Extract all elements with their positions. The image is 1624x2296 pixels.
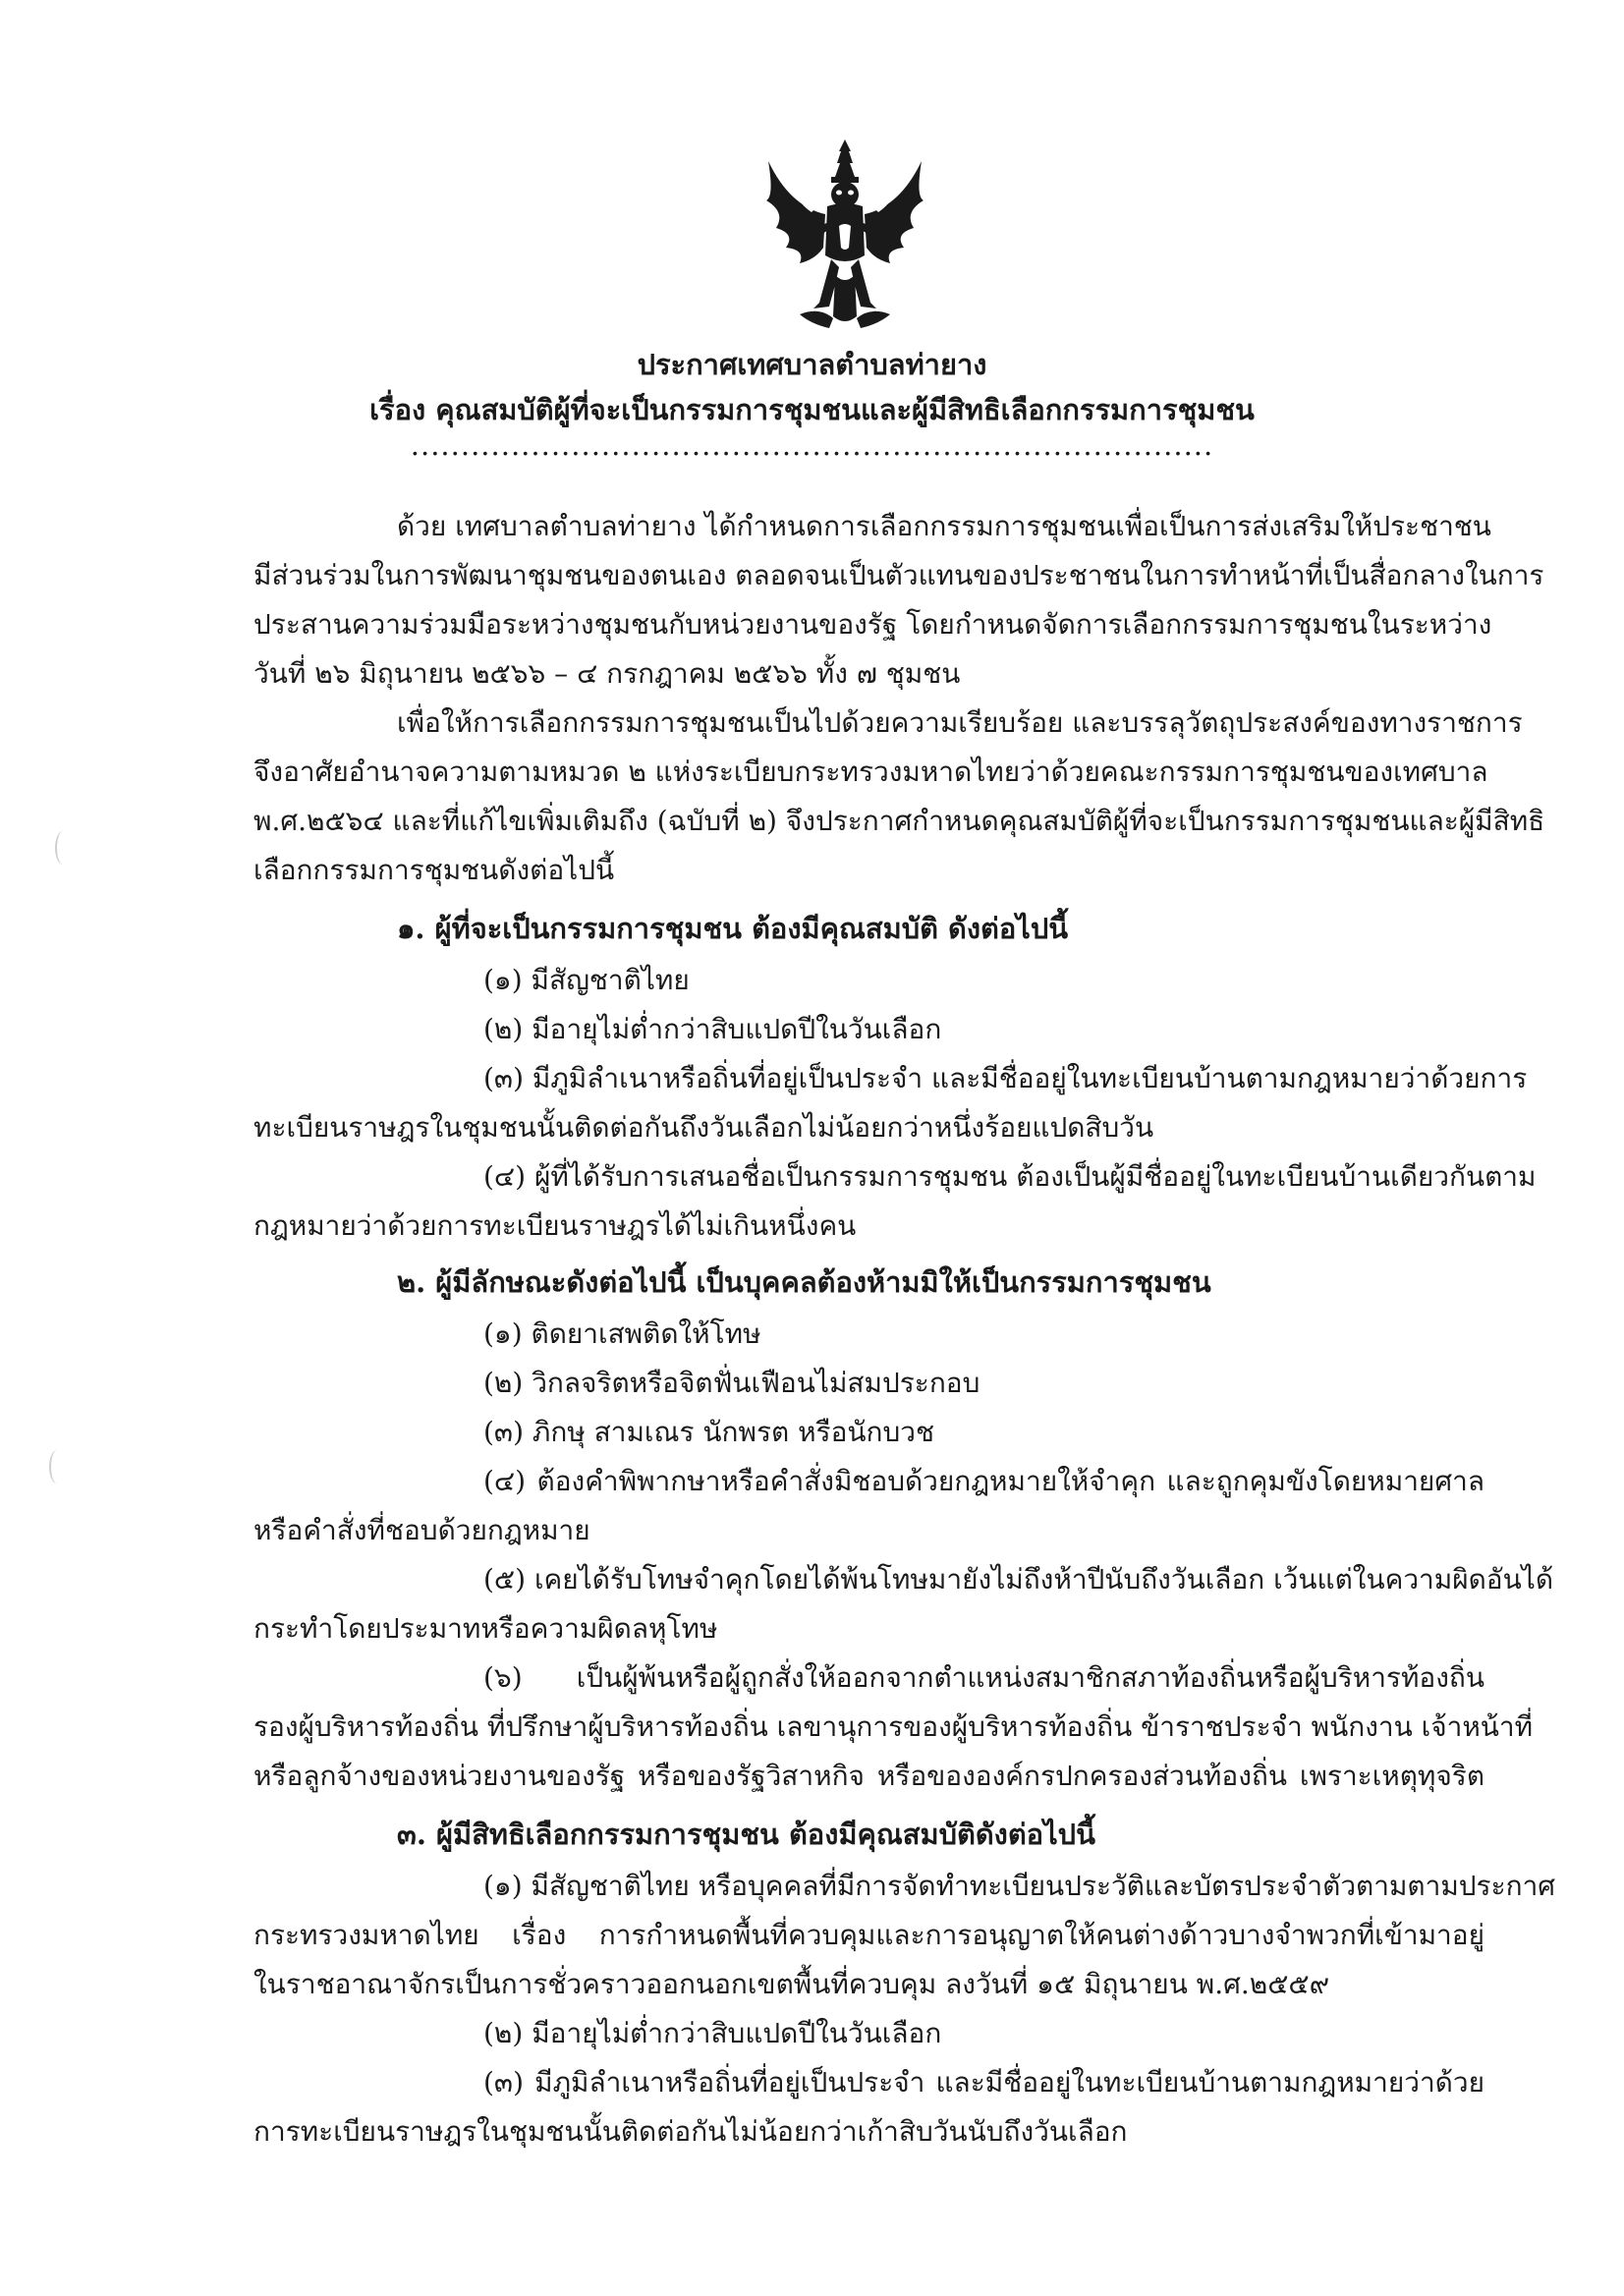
section-2-item: (๔) ต้องคำพิพากษาหรือคำสั่งมิชอบด้วยกฎหมายให้จำคุก และถูกคุมขังโดยหมายศาล — [483, 1465, 1484, 1497]
section-3-item: (๒) มีอายุไม่ต่ำกว่าสิบแปดปีในวันเลือก — [483, 2017, 942, 2049]
garuda-emblem-icon — [760, 138, 929, 330]
section-2-item: (๒) วิกลจริตหรือจิตฟั่นเฟือนไม่สมประกอบ — [483, 1367, 980, 1399]
section-1-item: (๓) มีภูมิลำเนาหรือถิ่นที่อยู่เป็นประจำ และมีชื่ออยู่ในทะเบียนบ้านตามกฎหมายว่าด้วยการ — [483, 1062, 1528, 1094]
header-dotted-rule: ................................................................................ — [410, 428, 1214, 462]
section-2-heading: ๒. ผู้มีลักษณะดังต่อไปนี้ เป็นบุคคลต้องห้ามมิให้เป็นกรรมการชุมชน — [397, 1265, 1211, 1299]
section-1-item: (๔) ผู้ที่ได้รับการเสนอชื่อเป็นกรรมการชุมชน ต้องเป็นผู้มีชื่ออยู่ในทะเบียนบ้านเดียวกันตาม — [483, 1160, 1537, 1193]
section-3-item: ในราชอาณาจักรเป็นการชั่วคราวออกนอกเขตพื้นที่ควบคุม ลงวันที่ ๑๕ มิถุนายน พ.ศ.๒๕๕๙ — [253, 1968, 1330, 2000]
intro-line: ประสานความร่วมมือระหว่างชุมชนกับหน่วยงานของรัฐ โดยกำหนดจัดการเลือกกรรมการชุมชนในระหว่าง — [253, 608, 1492, 641]
section-2-item: (๑) ติดยาเสพติดให้โทษ — [483, 1317, 761, 1350]
document-title: ประกาศเทศบาลตำบลท่ายาง — [637, 348, 987, 381]
intro-line: เลือกกรรมการชุมชนดังต่อไปนี้ — [253, 854, 615, 886]
intro-line: เพื่อให้การเลือกกรรมการชุมชนเป็นไปด้วยความเรียบร้อย และบรรลุวัตถุประสงค์ของทางราชการ — [397, 706, 1523, 739]
intro-line: พ.ศ.๒๕๖๔ และที่แก้ไขเพิ่มเติมถึง (ฉบับที่ ๒) จึงประกาศกำหนดคุณสมบัติผู้ที่จะเป็นกรรมการชุมชนและผู้มีสิทธิ — [253, 805, 1545, 837]
intro-line: ด้วย เทศบาลตำบลท่ายาง ได้กำหนดการเลือกกรรมการชุมชนเพื่อเป็นการส่งเสริมให้ประชาชน — [397, 510, 1491, 542]
intro-line: วันที่ ๒๖ มิถุนายน ๒๕๖๖ – ๔ กรกฎาคม ๒๕๖๖ ทั้ง ๗ ชุมชน — [253, 657, 961, 690]
punch-hole-mark — [55, 831, 71, 865]
section-2-item: (๕) เคยได้รับโทษจำคุกโดยได้พ้นโทษมายังไม่ถึงห้าปีนับถึงวันเลือก เว้นแต่ในความผิดอันได้ — [483, 1563, 1554, 1596]
section-2-item: รองผู้บริหารท้องถิ่น ที่ปรึกษาผู้บริหารท้องถิ่น เลขานุการของผู้บริหารท้องถิ่น ข้าราชประจำ พนักงาน เจ้าหน้าที่ — [253, 1710, 1534, 1743]
section-2-item: หรือลูกจ้างของหน่วยงานของรัฐ หรือของรัฐวิสาหกิจ หรือขององค์กรปกครองส่วนท้องถิ่น เพราะเหตุทุจริต — [253, 1760, 1484, 1792]
section-2-item: (๓) ภิกษุ สามเณร นักพรต หรือนักบวช — [483, 1416, 934, 1448]
section-2-item: หรือคำสั่งที่ชอบด้วยกฎหมาย — [253, 1514, 590, 1546]
section-2-item: (๖) เป็นผู้พ้นหรือผู้ถูกสั่งให้ออกจากตำแหน่งสมาชิกสภาท้องถิ่นหรือผู้บริหารท้องถิ่น — [483, 1661, 1484, 1694]
section-2-item: กระทำโดยประมาทหรือความผิดลหุโทษ — [253, 1612, 718, 1645]
section-3-item: การทะเบียนราษฎรในชุมชนนั้นติดต่อกันไม่น้อยกว่าเก้าสิบวันนับถึงวันเลือก — [253, 2115, 1128, 2148]
section-3-item: กระทรวงมหาดไทย เรื่อง การกำหนดพื้นที่ควบคุมและการอนุญาตให้คนต่างด้าวบางจำพวกที่เข้ามาอยู่ — [253, 1919, 1484, 1951]
document-subject: เรื่อง คุณสมบัติผู้ที่จะเป็นกรรมการชุมชนและผู้มีสิทธิเลือกกรรมการชุมชน — [369, 393, 1255, 426]
section-3-item: (๑) มีสัญชาติไทย หรือบุคคลที่มีการจัดทำทะเบียนประวัติและบัตรประจำตัวตามตามประกาศ — [483, 1870, 1556, 1902]
section-1-item: (๒) มีอายุไม่ต่ำกว่าสิบแปดปีในวันเลือก — [483, 1013, 942, 1045]
punch-hole-mark — [49, 1450, 65, 1484]
intro-line: จึงอาศัยอำนาจความตามหมวด ๒ แห่งระเบียบกระทรวงมหาดไทยว่าด้วยคณะกรรมการชุมชนของเทศบาล — [253, 756, 1488, 788]
section-3-item: (๓) มีภูมิลำเนาหรือถิ่นที่อยู่เป็นประจำ และมีชื่ออยู่ในทะเบียนบ้านตามกฎหมายว่าด้วย — [483, 2066, 1484, 2099]
intro-line: มีส่วนร่วมในการพัฒนาชุมชนของตนเอง ตลอดจนเป็นตัวแทนของประชาชนในการทำหน้าที่เป็นสื่อกลางในการ — [253, 559, 1544, 591]
section-1-item: ทะเบียนราษฎรในชุมชนนั้นติดต่อกันถึงวันเลือกไม่น้อยกว่าหนึ่งร้อยแปดสิบวัน — [253, 1111, 1154, 1144]
section-1-heading: ๑. ผู้ที่จะเป็นกรรมการชุมชน ต้องมีคุณสมบัติ ดังต่อไปนี้ — [397, 912, 1069, 945]
section-3-heading: ๓. ผู้มีสิทธิเลือกกรรมการชุมชน ต้องมีคุณสมบัติดังต่อไปนี้ — [397, 1818, 1095, 1851]
section-1-item: (๑) มีสัญชาติไทย — [483, 964, 690, 996]
section-1-item: กฎหมายว่าด้วยการทะเบียนราษฎรได้ไม่เกินหนึ่งคน — [253, 1209, 857, 1242]
